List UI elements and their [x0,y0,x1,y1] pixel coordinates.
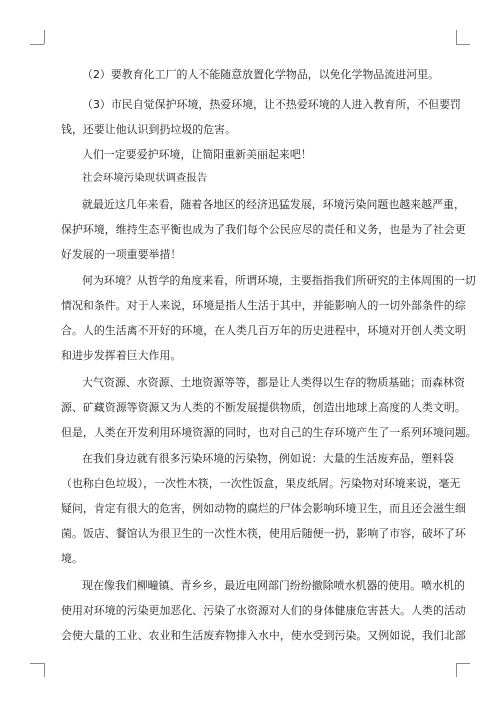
text-line: 钱，还要让他认识到扔垃圾的危害。 [61,123,237,136]
paragraph-resources [61,370,477,445]
text-line: 大气资源、水资源、土地资源等等，都是让人类得以生存的物质基础；而森林资 [82,376,465,389]
text-line: 好发展的一项重要举措！ [61,248,182,261]
text-line: 和进步发挥着巨大作用。 [61,349,182,362]
text-line: 源、矿藏资源等资源又为人类的不断发展提供物质，创造出地球上高度的人类文明。 [61,401,466,414]
text-line: 菌。饭店、餐馆认为很卫生的一次性木筷，使用后随便一扔，影响了市容，破坏了环 [61,527,466,540]
report-title [82,166,482,191]
text-line: （也称白色垃圾），一次性木筷，一次性饭盒，果皮纸屑。污染物对环境来说，毫无 [61,477,461,490]
text-line: 现在像我们柳疃镇、青乡乡，最近电网部门纷纷撤除喷水机器的使用。喷水机的 [82,579,465,592]
paragraph-pollutants [61,446,466,571]
text-line: 但是，人类在开发利用环境资源的同时，也对自己的生存环境产生了一系列环境问题。 [61,426,477,439]
text-line: 人们一定要爱护环境，让简阳重新美丽起来吧！ [82,148,312,161]
text-line: 就最近这几年来看，随着各地区的经济迅猛发展，环境污染问题也越来越严重， [82,198,465,211]
paragraph-closing [82,142,482,167]
text-line: （3）市民自觉保护环境，热爱环境，让不热爱环境的人进入教育所，不但要罚 [82,98,461,111]
text-line: 在我们身边就有很多污染环境的污染物，例如说：大量的生活废弃品，塑料袋 [82,452,454,465]
text-line: 社会环境污染现状调查报告 [82,172,208,184]
paragraph-intro [61,192,466,267]
paragraph-measure-3 [61,92,461,142]
paragraph-water [61,573,466,648]
text-line: 何为环境？从哲学的角度来看，所谓环境，主要指指我们所研究的主体周围的一切 [82,274,476,287]
text-line: 疑问，肯定有很大的危害，例如动物的腐烂的尸体会影响环境卫生，而且还会滋生细 [61,502,466,515]
text-line: （2）要教育化工厂的人不能随意放置化学物品，以免化学物品流进河里。 [82,68,440,81]
text-line: 使用对环境的污染更加恶化、污染了水资源对人们的身体健康危害甚大。人类的活动 [61,604,466,617]
paragraph-definition [61,268,476,368]
text-line: 会使大量的工业、农业和生活废弃物排入水中，使水受到污染。又例如说，我们北部 [61,629,466,642]
text-line: 保护环境，维持生态平衡也成为了我们每个公民应尽的责任和义务，也是为了社会更 [61,223,466,236]
paragraph-measure-2 [82,62,482,87]
text-line: 情况和条件。对于人来说，环境是指人生活于其中，并能影响人的一切外部条件的综 [61,299,466,312]
text-line: 合。人的生活离不开好的环境，在人类几百万年的历史进程中，环境对开创人类文明 [61,324,466,337]
text-line: 境。 [61,552,83,565]
